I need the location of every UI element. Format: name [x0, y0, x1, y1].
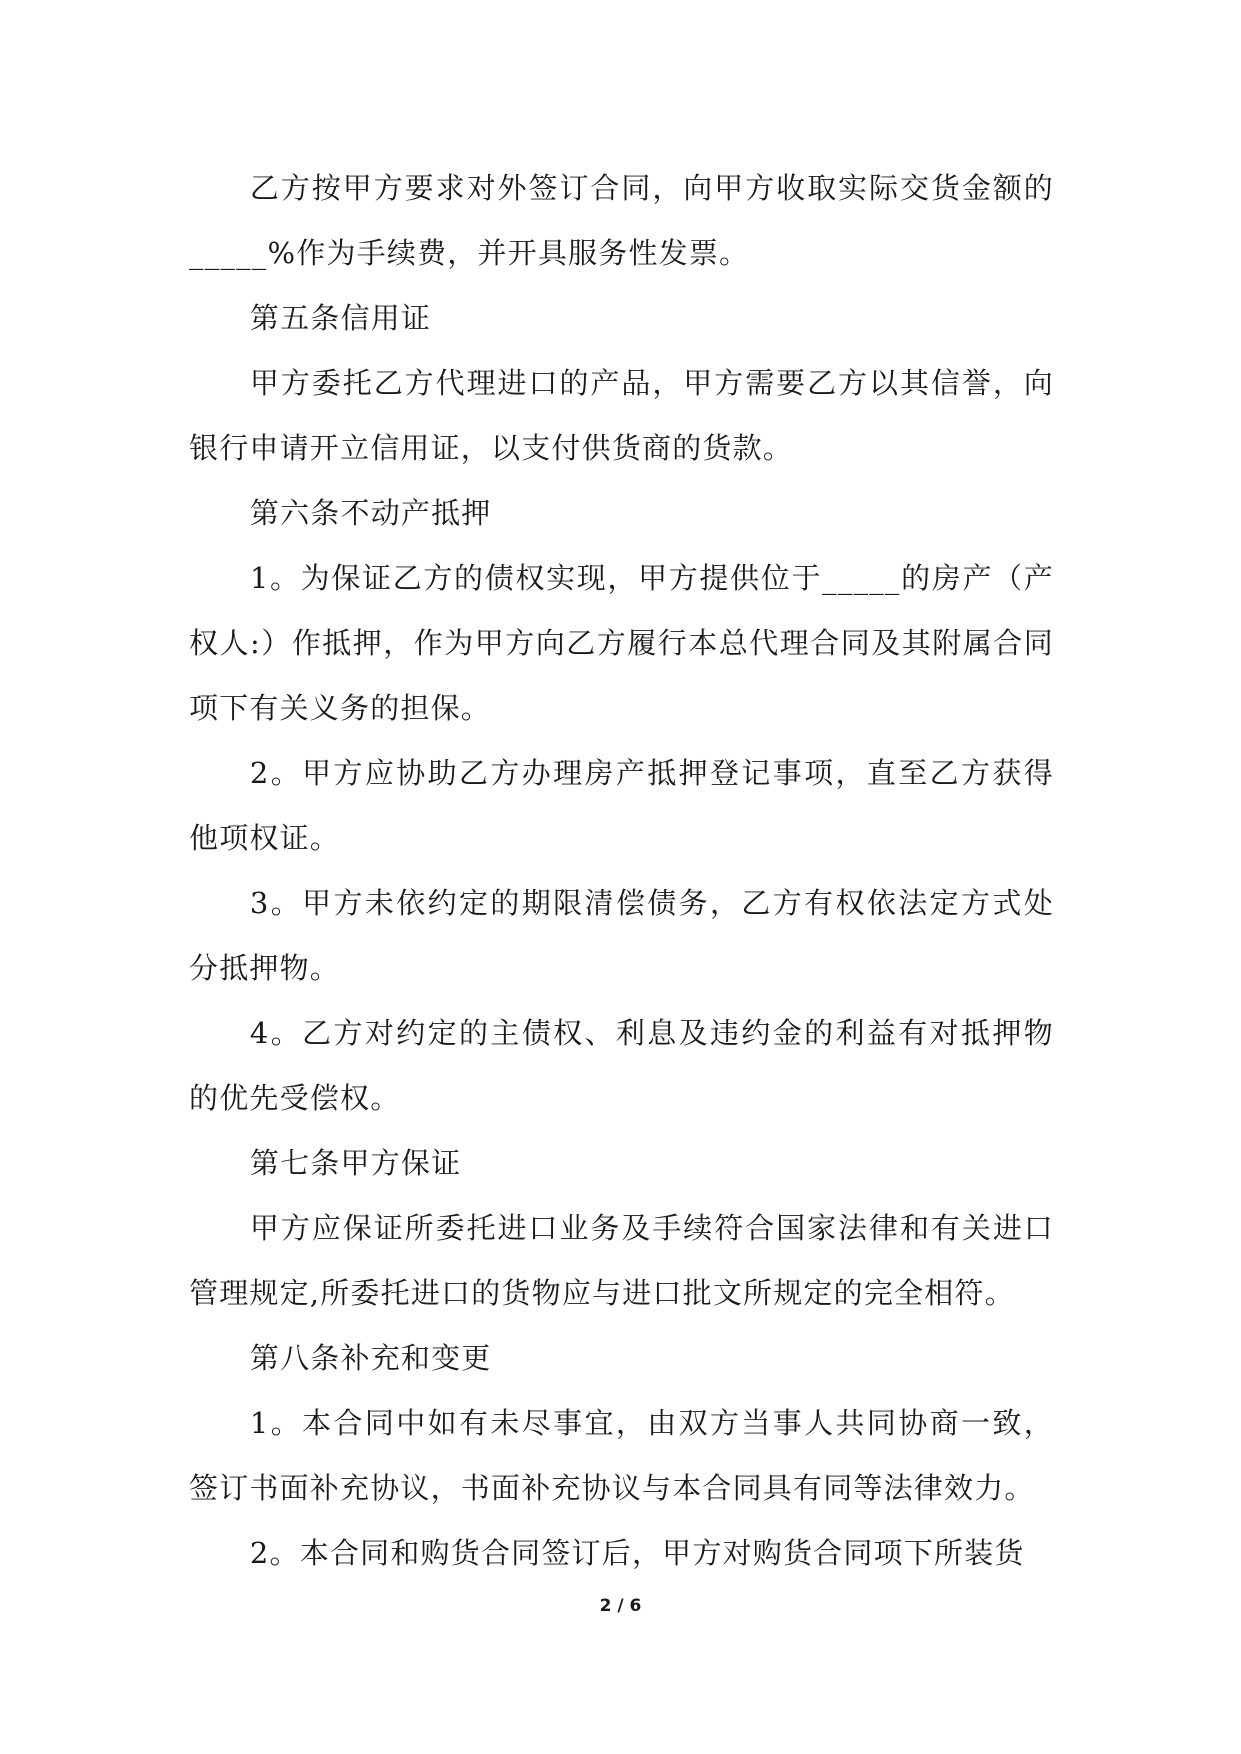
paragraph-letter-of-credit: 甲方委托乙方代理进口的产品，甲方需要乙方以其信誉，向银行申请开立信用证，以支付供货商的货款。 [189, 366, 1054, 465]
paragraph-supplement-1: 1。本合同中如有未尽事宜，由双方当事人共同协商一致，签订书面补充协议，书面补充协议与本合同具有同等法律效力。 [189, 1406, 1054, 1505]
paragraph-mortgage-1: 1。为保证乙方的债权实现，甲方提供位于_____的房产（产权人:）作抵押，作为甲方向乙方履行本总代理合同及其附属合同项下有关义务的担保。 [189, 561, 1054, 725]
heading-article-6: 第六条不动产抵押 [249, 496, 492, 530]
paragraph-supplement-2: 2。本合同和购货合同签订后，甲方对购货合同项下所装货 [249, 1536, 1025, 1570]
heading-article-7: 第七条甲方保证 [249, 1146, 462, 1180]
document-body [189, 156, 1054, 1586]
paragraph-fee: 乙方按甲方要求对外签订合同，向甲方收取实际交货金额的_____%作为手续费，并开具服务性发票。 [189, 171, 1054, 270]
heading-article-8: 第八条补充和变更 [249, 1341, 492, 1375]
paragraph-mortgage-4: 4。乙方对约定的主债权、利息及违约金的利益有对抵押物的优先受偿权。 [189, 1016, 1054, 1115]
paragraph-guarantee: 甲方应保证所委托进口业务及手续符合国家法律和有关进口管理规定,所委托进口的货物应与进口批文所规定的完全相符。 [189, 1211, 1054, 1310]
heading-article-5: 第五条信用证 [249, 301, 432, 335]
page-number: 2 / 6 [599, 1596, 642, 1616]
paragraph-mortgage-3: 3。甲方未依约定的期限清偿债务，乙方有权依法定方式处分抵押物。 [189, 886, 1054, 985]
paragraph-mortgage-2: 2。甲方应协助乙方办理房产抵押登记事项，直至乙方获得他项权证。 [189, 756, 1054, 855]
